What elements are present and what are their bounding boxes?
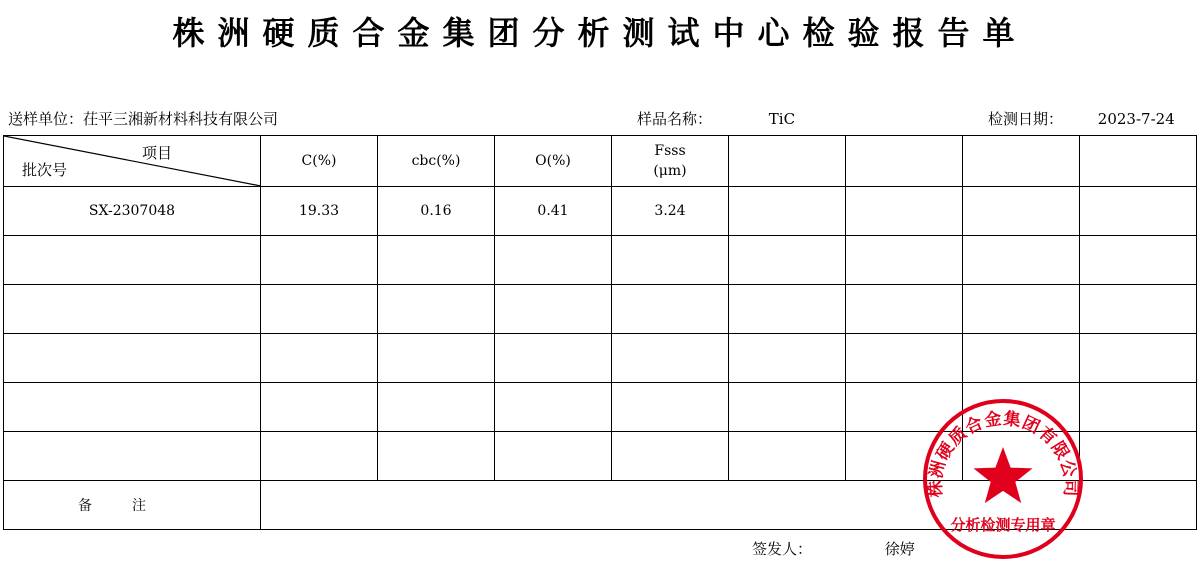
- empty-cell: [378, 334, 495, 383]
- empty-cell: [378, 236, 495, 285]
- fsss-label: Fsss: [654, 143, 686, 159]
- empty-cell: [612, 383, 729, 432]
- fsss-value-cell: 3.24: [612, 187, 729, 236]
- empty-cell: [4, 334, 261, 383]
- signer-name: 徐婷: [884, 540, 915, 558]
- empty-cell: [963, 236, 1080, 285]
- empty-cell: [495, 236, 612, 285]
- batch-label: 批次号: [22, 161, 68, 179]
- empty-cell: [846, 236, 963, 285]
- header-row: [4, 136, 1197, 187]
- empty-cell: [729, 285, 846, 334]
- seal-star-icon: [974, 447, 1033, 503]
- empty-cell: [495, 285, 612, 334]
- table-row: [4, 285, 1197, 334]
- sample-name-value: TiC: [768, 110, 796, 128]
- empty-cell: [1080, 187, 1197, 236]
- empty-cell: [612, 236, 729, 285]
- sender-label: 送样单位：: [8, 110, 84, 128]
- col-header-empty: [729, 136, 846, 187]
- col-header-o: O(%): [495, 136, 612, 187]
- corner-header-cell: [4, 136, 261, 187]
- empty-cell: [1080, 334, 1197, 383]
- empty-cell: [1080, 432, 1197, 481]
- report-title: 株洲硬质合金集团分析测试中心检验报告单: [172, 14, 1028, 52]
- empty-cell: [729, 383, 846, 432]
- table-row: [4, 187, 1197, 236]
- empty-cell: [963, 187, 1080, 236]
- sender-value: 茌平三湘新材料科技有限公司: [83, 110, 279, 128]
- col-header-fsss: [612, 136, 729, 187]
- empty-cell: [4, 383, 261, 432]
- table-row: [4, 334, 1197, 383]
- empty-cell: [729, 432, 846, 481]
- empty-cell: [378, 285, 495, 334]
- empty-cell: [378, 383, 495, 432]
- empty-cell: [378, 432, 495, 481]
- empty-cell: [729, 187, 846, 236]
- seal-bottom-text: 分析检测专用章: [950, 516, 1056, 534]
- test-date-value: 2023-7-24: [1097, 110, 1175, 128]
- col-header-c: C(%): [261, 136, 378, 187]
- sample-name-field: [637, 108, 795, 129]
- empty-cell: [612, 334, 729, 383]
- empty-cell: [1080, 383, 1197, 432]
- empty-cell: [1080, 236, 1197, 285]
- col-header-empty: [1080, 136, 1197, 187]
- col-header-cbc: cbc(%): [378, 136, 495, 187]
- signer-label: 签发人：: [752, 540, 813, 558]
- col-header-empty: [846, 136, 963, 187]
- empty-cell: [495, 383, 612, 432]
- empty-cell: [846, 334, 963, 383]
- empty-cell: [4, 285, 261, 334]
- empty-cell: [963, 285, 1080, 334]
- empty-cell: [963, 334, 1080, 383]
- test-date-label: 检测日期：: [988, 110, 1064, 128]
- empty-cell: [846, 187, 963, 236]
- sample-name-label: 样品名称：: [637, 110, 713, 128]
- official-seal-stamp: [918, 397, 1088, 562]
- c-value-cell: 19.33: [261, 187, 378, 236]
- empty-cell: [612, 285, 729, 334]
- item-label: 项目: [141, 144, 172, 162]
- remark-label: 备注: [4, 481, 261, 530]
- empty-cell: [261, 432, 378, 481]
- empty-cell: [261, 334, 378, 383]
- sender-field: [8, 108, 278, 129]
- signer-field: [752, 538, 915, 559]
- fsss-unit: (μm): [653, 163, 687, 179]
- table-row: [4, 236, 1197, 285]
- batch-number-cell: SX-2307048: [4, 187, 261, 236]
- cbc-value-cell: 0.16: [378, 187, 495, 236]
- empty-cell: [1080, 285, 1197, 334]
- col-header-empty: [963, 136, 1080, 187]
- empty-cell: [495, 432, 612, 481]
- empty-cell: [729, 236, 846, 285]
- empty-cell: [729, 334, 846, 383]
- empty-cell: [261, 383, 378, 432]
- empty-cell: [495, 334, 612, 383]
- empty-cell: [261, 285, 378, 334]
- test-date-field: [988, 108, 1175, 129]
- empty-cell: [4, 236, 261, 285]
- empty-cell: [846, 285, 963, 334]
- seal-top-text: 株洲硬质合金集团有限公司: [925, 408, 1081, 498]
- empty-cell: [612, 432, 729, 481]
- empty-cell: [261, 236, 378, 285]
- empty-cell: [4, 432, 261, 481]
- o-value-cell: 0.41: [495, 187, 612, 236]
